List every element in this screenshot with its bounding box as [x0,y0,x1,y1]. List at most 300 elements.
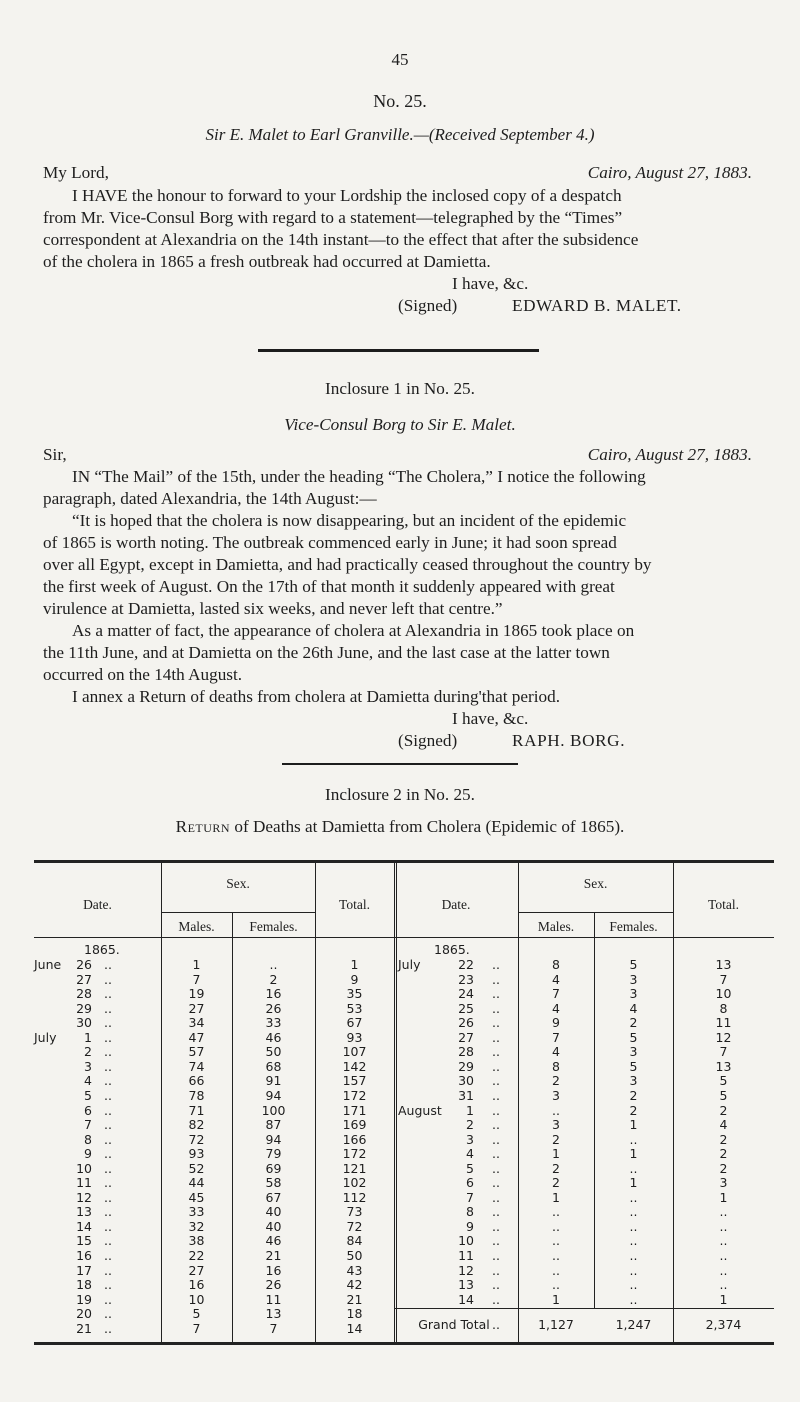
males-cell: 8 [552,957,560,972]
day-cell: 8 [84,1131,92,1147]
day-cell: 6 [84,1102,92,1118]
letter1-salutation: My Lord, [43,163,109,182]
total-cell: .. [719,1204,728,1220]
females-cell: 11 [265,1291,282,1307]
total-header: Total. [708,897,739,912]
males-cell: 45 [188,1189,205,1205]
day-cell: 11 [458,1248,474,1263]
day-cell: 19 [76,1291,92,1307]
total-cell: 107 [342,1044,367,1060]
day-cell: 4 [466,1146,474,1162]
table-column-rule [396,863,397,1342]
total-cell: .. [719,1218,728,1234]
total-cell: 72 [346,1218,363,1234]
females-cell: 5 [629,1029,638,1045]
total-cell: .. [719,1262,728,1278]
day-cell: 26 [76,957,92,972]
leader-dots: .. [492,1160,500,1176]
males-cell: 2 [552,1160,560,1176]
males-cell: .. [552,1218,560,1234]
total-cell: 11 [715,1015,732,1031]
females-cell: 67 [265,1189,282,1205]
leader-dots: .. [104,1262,112,1278]
letter1-line: correspondent at Alexandria on the 14th instant—to the effect that after the subsidence [43,230,639,249]
return-title-smallcaps: Return [175,817,231,836]
females-cell: .. [629,1291,638,1307]
day-cell: 16 [76,1248,92,1263]
leader-dots: .. [492,1189,500,1205]
leader-dots: .. [104,1102,112,1118]
females-cell: 40 [265,1204,282,1220]
males-cell: 3 [552,1117,560,1133]
males-cell: .. [552,1102,560,1118]
day-cell: 15 [76,1233,92,1249]
males-cell: 9 [552,1015,560,1031]
day-cell: 13 [76,1204,92,1220]
leader-dots: .. [492,1117,500,1133]
males-cell: 3 [552,1087,560,1103]
females-cell: 79 [265,1146,282,1162]
leader-dots: .. [104,1087,112,1103]
inclosure1-line: paragraph, dated Alexandria, the 14th August:— [43,489,377,508]
males-cell: 4 [552,1044,560,1060]
inclosure1-line: occurred on the 14th August. [43,665,243,684]
males-cell: 1 [552,1189,560,1205]
females-cell: 40 [265,1218,282,1234]
females-cell: 2 [629,1087,638,1103]
leader-dots: .. [492,1087,500,1103]
females-cell: 33 [265,1015,282,1031]
total-cell: 2 [719,1146,728,1162]
females-cell: 46 [265,1029,282,1045]
males-cell: 7 [192,971,201,987]
females-cell: 26 [265,1277,282,1293]
leader-dots: .. [104,1073,112,1089]
day-cell: 10 [76,1160,92,1176]
dispatch-subtitle [0,125,800,145]
inclosure1-signed: (Signed) [398,731,458,750]
total-cell: 53 [346,1000,363,1016]
leader-dots: .. [492,1131,500,1147]
females-cell: 94 [265,1131,282,1147]
total-cell: 1 [350,957,359,972]
males-cell: 7 [552,1029,560,1045]
females-cell: 16 [265,986,282,1002]
section-divider [282,763,518,765]
day-cell: 3 [466,1131,474,1147]
grand-total-females: 1,247 [615,1317,652,1332]
total-cell: 157 [342,1073,367,1089]
total-cell: 1 [719,1189,728,1205]
inclosure1-line: over all Egypt, except in Damietta, and had practically ceased throughout the country by [43,555,652,574]
females-cell: .. [629,1233,638,1249]
leader-dots: .. [104,1131,112,1147]
males-header: Males. [178,919,215,934]
inclosure1-line: IN “The Mail” of the 15th, under the heading “The Cholera,” I notice the following [72,467,646,486]
leader-dots: .. [104,1248,112,1263]
leader-dots: .. [492,986,500,1002]
day-cell: 4 [84,1073,92,1089]
leader-dots: .. [492,1058,500,1074]
total-cell: 2 [719,1131,728,1147]
day-cell: 26 [458,1015,474,1031]
leader-dots: .. [492,1248,500,1263]
total-cell: 9 [350,971,359,987]
females-cell: 2 [629,1015,638,1031]
subtitle-text: Sir E. Malet to Earl Granville.— [205,125,429,144]
total-cell: 4 [719,1117,728,1133]
males-header: Males. [537,919,575,934]
females-cell: .. [629,1248,638,1263]
day-cell: 5 [466,1160,474,1176]
males-cell: 82 [188,1117,205,1133]
males-cell: 71 [188,1102,205,1118]
return-title-text: of Deaths at Damietta from Cholera (Epidemic of 1865). [230,817,625,836]
leader-dots: .. [104,1000,112,1016]
total-cell: 7 [719,971,728,987]
total-cell: 13 [715,1058,732,1074]
inclosure1-signature: RAPH. BORG. [512,731,626,750]
leader-dots: .. [492,1000,500,1016]
total-cell: 42 [346,1277,363,1293]
day-cell: 31 [458,1087,474,1103]
males-cell: 32 [188,1218,205,1234]
header-bottom-rule [34,937,774,938]
total-cell: 142 [342,1058,367,1074]
day-cell: 30 [458,1073,474,1089]
males-cell: .. [552,1248,560,1263]
grand-total-total: 2,374 [705,1317,742,1332]
day-cell: 8 [466,1204,474,1220]
day-cell: 10 [458,1233,474,1249]
total-cell: 172 [342,1087,367,1103]
total-cell: 2 [719,1160,728,1176]
females-cell: .. [629,1277,638,1293]
leader-dots: .. [492,1146,500,1162]
table-top-rule [34,860,774,863]
letter1-line: from Mr. Vice-Consul Borg with regard to a statement—telegraphed by the “Times” [43,208,623,227]
females-cell: 58 [265,1175,282,1191]
total-cell: 35 [346,986,363,1002]
leader-dots: .. [104,1306,112,1322]
total-cell: 5 [719,1087,728,1103]
females-header: Females. [249,919,298,934]
total-cell: 43 [346,1262,363,1278]
leader-dots: .. [104,971,112,987]
total-cell: 93 [346,1029,363,1045]
females-cell: 4 [629,1000,638,1016]
total-cell: 10 [715,986,732,1002]
total-cell: 169 [342,1117,367,1133]
leader-dots: .. [492,1044,500,1060]
females-cell: 13 [265,1306,282,1322]
females-cell: 1 [629,1175,638,1191]
females-cell: 100 [261,1102,286,1118]
inclosure1-line: I annex a Return of deaths from cholera at Damietta during'that period. [72,687,560,706]
day-cell: 12 [458,1262,474,1278]
inclosure1-heading: Inclosure 1 in No. 25. [325,379,475,398]
leader-dots: .. [492,1317,500,1332]
leader-dots: .. [104,1204,112,1220]
females-cell: 26 [265,1000,282,1016]
day-cell: 6 [466,1175,474,1191]
day-cell: 9 [466,1218,474,1234]
males-cell: 5 [192,1306,201,1322]
total-cell: 67 [346,1015,363,1031]
females-cell: 2 [269,971,278,987]
day-cell: 7 [466,1189,474,1205]
grand-total-label: Grand Total [418,1317,490,1332]
total-cell: 21 [346,1291,363,1307]
total-cell: 18 [346,1306,363,1322]
males-cell: 93 [188,1146,205,1162]
day-cell: 11 [76,1175,92,1191]
day-cell: 3 [84,1058,92,1074]
leader-dots: .. [104,1044,112,1060]
month-label: June [34,957,62,972]
inclosure1-closing: I have, &c. [452,709,529,728]
leader-dots: .. [492,1277,500,1293]
deaths-table [34,860,774,1345]
females-cell: 3 [629,986,638,1002]
females-cell: .. [269,957,278,972]
day-cell: 22 [458,957,474,972]
document-number: No. 25. [373,91,427,111]
leader-dots: .. [104,1175,112,1191]
grand-total-males: 1,127 [538,1317,574,1332]
females-cell: 1 [629,1117,638,1133]
grand-total-rule [394,1308,774,1309]
total-cell: 84 [346,1233,363,1249]
leader-dots: .. [104,1160,112,1176]
leader-dots: .. [104,957,112,972]
males-cell: 38 [188,1233,205,1249]
month-label: August [398,1102,442,1118]
day-cell: 27 [458,1029,474,1045]
day-cell: 18 [76,1277,92,1293]
females-cell: .. [629,1160,638,1176]
month-label: July [398,957,421,972]
day-cell: 13 [458,1277,474,1293]
total-cell: 172 [342,1146,367,1162]
year-label: 1865. [434,942,470,957]
males-cell: 4 [552,1000,560,1016]
table-bottom-rule [34,1342,774,1345]
day-cell: 14 [76,1218,92,1234]
day-cell: 24 [458,986,474,1002]
males-cell: 66 [188,1073,205,1089]
total-cell: 14 [346,1320,363,1336]
males-cell: 47 [188,1029,205,1045]
leader-dots: .. [104,1291,112,1307]
sex-header: Sex. [583,876,608,891]
leader-dots: .. [492,1029,500,1045]
total-cell: 166 [342,1131,367,1147]
section-divider [258,349,539,352]
females-cell: 91 [265,1073,282,1089]
day-cell: 12 [76,1189,92,1205]
females-header: Females. [609,919,658,934]
leader-dots: .. [492,1218,500,1234]
letter1-signed: (Signed) [398,296,458,315]
males-cell: 7 [552,986,560,1002]
day-cell: 5 [84,1087,92,1103]
leader-dots: .. [104,1029,112,1045]
males-cell: 1 [552,1146,560,1162]
day-cell: 2 [466,1117,474,1133]
leader-dots: .. [104,1015,112,1031]
females-cell: 87 [265,1117,282,1133]
day-cell: 28 [458,1044,474,1060]
females-cell: 21 [265,1248,282,1263]
total-cell: 5 [719,1073,728,1089]
females-cell: 5 [629,957,638,972]
inclosure1-salutation: Sir, [43,445,67,464]
total-cell: 171 [342,1102,367,1118]
letter1-place-date: Cairo, August 27, 1883. [587,163,752,182]
total-cell: 13 [715,957,732,972]
females-cell: 1 [629,1146,638,1162]
total-cell: 2 [719,1102,728,1118]
leader-dots: .. [492,1015,500,1031]
letter1-signature: EDWARD B. MALET. [512,296,682,315]
males-cell: 16 [188,1277,205,1293]
day-cell: 9 [84,1146,92,1162]
males-cell: 10 [188,1291,205,1307]
leader-dots: .. [492,1102,500,1118]
date-header: Date. [441,897,471,912]
males-cell: 34 [188,1015,205,1031]
males-cell: 19 [188,986,205,1002]
leader-dots: .. [492,1204,500,1220]
total-cell: 112 [342,1189,367,1205]
day-cell: 1 [466,1102,474,1118]
females-cell: 3 [629,1073,638,1089]
males-cell: 2 [552,1175,560,1191]
day-cell: 17 [76,1262,92,1278]
inclosure1-line: the first week of August. On the 17th of that month it suddenly appeared with great [43,577,615,596]
males-cell: 33 [188,1204,205,1220]
inclosure1-line: As a matter of fact, the appearance of cholera at Alexandria in 1865 took place on [72,621,635,640]
females-cell: .. [629,1189,638,1205]
total-cell: .. [719,1277,728,1293]
day-cell: 27 [76,971,92,987]
date-header: Date. [83,897,112,912]
leader-dots: .. [104,1058,112,1074]
inclosure1-line: of 1865 is worth noting. The outbreak commenced early in June; it had soon spread [43,533,617,552]
total-cell: 102 [342,1175,367,1191]
total-cell: 8 [719,1000,728,1016]
leader-dots: .. [492,1233,500,1249]
month-label: July [34,1029,57,1045]
total-cell: .. [719,1248,728,1263]
day-cell: 14 [458,1291,474,1307]
females-cell: 16 [265,1262,282,1278]
males-cell: 74 [188,1058,205,1074]
females-cell: 46 [265,1233,282,1249]
males-cell: 78 [188,1087,205,1103]
day-cell: 28 [76,986,92,1002]
leader-dots: .. [492,1291,500,1307]
day-cell: 25 [458,1000,474,1016]
inclosure1-place-date: Cairo, August 27, 1883. [587,445,752,464]
letter1-line: of the cholera in 1865 a fresh outbreak had occurred at Damietta. [43,252,491,271]
inclosure1-line: virulence at Damietta, lasted six weeks, and never left that centre.” [43,599,503,618]
total-cell: 12 [715,1029,732,1045]
total-cell: 1 [719,1291,728,1307]
leader-dots: .. [492,971,500,987]
females-cell: 3 [629,971,638,987]
total-cell: 50 [346,1248,363,1263]
males-cell: 27 [188,1262,205,1278]
males-cell: 1 [192,957,201,972]
males-cell: 57 [188,1044,205,1060]
females-cell: .. [629,1204,638,1220]
males-cell: 44 [188,1175,205,1191]
day-cell: 7 [84,1117,92,1133]
males-cell: 2 [552,1131,560,1147]
females-cell: 94 [265,1087,282,1103]
females-cell: .. [629,1262,638,1278]
females-cell: 3 [629,1044,638,1060]
leader-dots: .. [492,1175,500,1191]
total-cell: 3 [719,1175,728,1191]
total-cell: 73 [346,1204,363,1220]
inclosure1-subheading: Vice-Consul Borg to Sir E. Malet. [284,415,516,434]
leader-dots: .. [104,1218,112,1234]
received-note: (Received September 4.) [428,125,595,144]
females-cell: 2 [629,1102,638,1118]
males-cell: 8 [552,1058,560,1074]
males-cell: 2 [552,1073,560,1089]
inclosure1-line: “It is hoped that the cholera is now disappearing, but an incident of the epidemic [72,511,627,530]
females-cell: 50 [265,1044,282,1060]
leader-dots: .. [104,1277,112,1293]
males-cell: 4 [552,971,560,987]
day-cell: 1 [84,1029,92,1045]
day-cell: 30 [76,1015,92,1031]
year-label: 1865. [84,942,120,957]
females-cell: 5 [629,1058,638,1074]
leader-dots: .. [492,957,500,972]
leader-dots: .. [104,1233,112,1249]
males-cell: .. [552,1233,560,1249]
males-cell: 72 [188,1131,205,1147]
day-cell: 2 [84,1044,92,1060]
sex-subheader-rule [518,912,673,913]
day-cell: 20 [76,1306,92,1322]
total-cell: .. [719,1233,728,1249]
males-cell: 52 [188,1160,205,1176]
day-cell: 29 [458,1058,474,1074]
total-cell: 7 [719,1044,728,1060]
letter1-line: I HAVE the honour to forward to your Lordship the inclosed copy of a despatch [72,186,622,205]
males-cell: .. [552,1277,560,1293]
day-cell: 29 [76,1000,92,1016]
letter1-closing: I have, &c. [452,274,529,293]
leader-dots: .. [104,986,112,1002]
total-header: Total. [339,897,370,912]
males-cell: 22 [188,1248,205,1263]
sex-header: Sex. [226,876,250,891]
males-cell: 27 [188,1000,205,1016]
leader-dots: .. [104,1189,112,1205]
females-cell: .. [629,1131,638,1147]
inclosure1-line: the 11th June, and at Damietta on the 26th June, and the last case at the latter town [43,643,610,662]
females-cell: 7 [269,1320,278,1336]
leader-dots: .. [492,1073,500,1089]
total-cell: 121 [342,1160,367,1176]
